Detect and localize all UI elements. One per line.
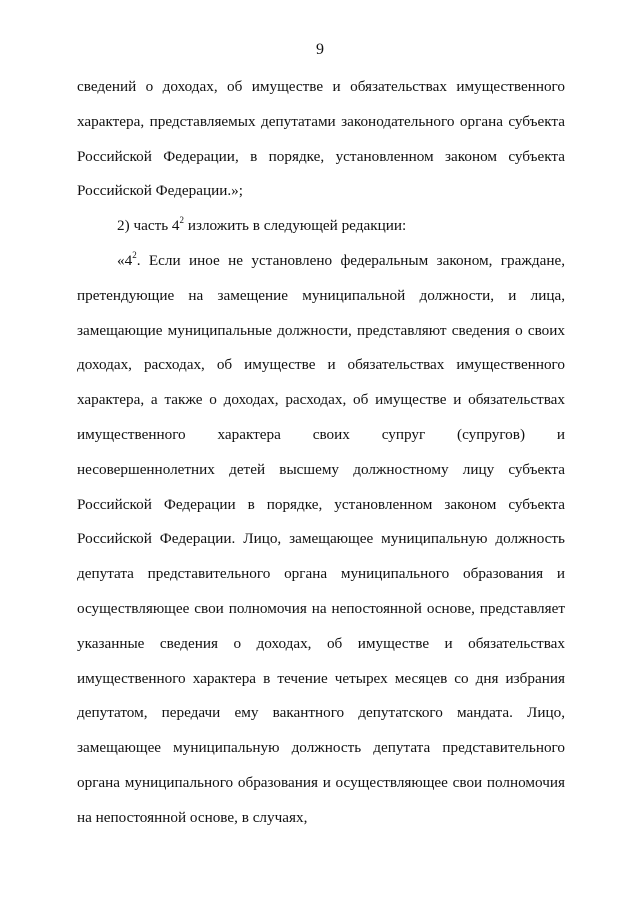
superscript-2: 2 <box>132 249 137 260</box>
document-body <box>77 70 565 836</box>
part-4-2-body-text: . Если иное не установлено федеральным законом, граждане, претендующие на замещение муниципальной должности, и лица, замещающие муниципальные должности, представляют сведения о своих доходах, расходах, об имуществе и обязательствах имущественного характера, а также о доходах, расходах, об имуществе и обязательствах имущественного характера своих супруг (супругов) и несовершеннолетних детей высшему должностному лицу субъекта Российской Федерации в порядке, установленном законом субъекта Российской Федерации. Лицо, замещающее муниципальную должность депутата представительного органа муниципального образования и осуществляющее свои полномочия на непостоянной основе, представляет указанные сведения о доходах, об имуществе и обязательствах имущественного характера в течение четырех месяцев со дня избрания депутатом, передачи ему вакантного депутатского мандата. Лицо, замещающее муниципальную должность депутата представительного органа муниципального образования и осуществляющее свои полномочия на непостоянной основе, в случаях, <box>77 251 565 826</box>
paragraph-continuation: сведений о доходах, об имуществе и обязательствах имущественного характера, представляемых депутатами законодательного органа субъекта Российской Федерации, в порядке, установленном законом субъекта Российской Федерации.»; <box>77 78 565 200</box>
paragraph-part-4-2-heading <box>77 209 565 244</box>
superscript-2: 2 <box>179 215 185 226</box>
part-heading-text: изложить в следующей редакции: <box>184 217 407 235</box>
part-label-text: 2) часть 4 <box>117 217 180 235</box>
page-number: 9 <box>316 41 324 58</box>
quote-part-label: «4 <box>117 251 133 269</box>
paragraph-part-4-2-text <box>77 244 565 836</box>
